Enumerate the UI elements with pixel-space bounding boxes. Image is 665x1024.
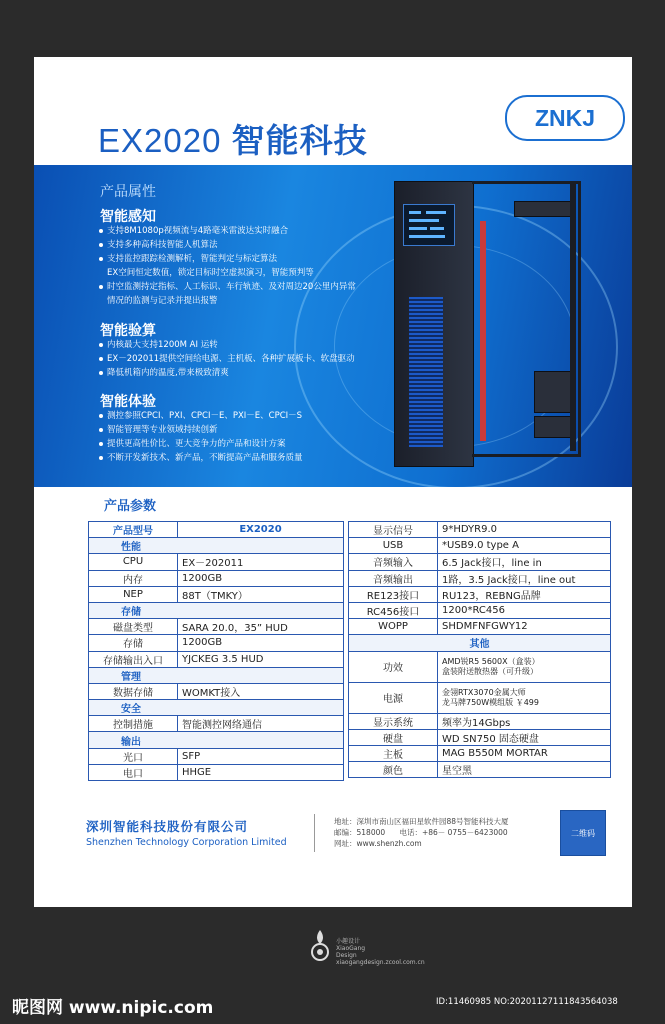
contact-info	[334, 816, 509, 849]
table-row	[349, 713, 611, 729]
list-item: 智能管理等专业领域持续创新	[98, 423, 368, 437]
table-cell: 产品型号	[89, 522, 178, 538]
list-item: 降低机箱内的温度,带来极致清爽	[98, 366, 368, 380]
cell-line: 金翎RTX3070金属大师	[442, 687, 526, 697]
table-row	[349, 522, 611, 538]
table-row	[349, 729, 611, 745]
divider	[314, 814, 315, 852]
table-row	[349, 682, 611, 713]
table-cell: YJCKEG 3.5 HUD	[178, 651, 344, 667]
credit-line: xiaogangdesign.zcool.com.cn	[336, 959, 425, 966]
table-row	[89, 683, 344, 699]
site-watermark: 昵图网 www.nipic.com	[12, 998, 214, 1018]
address: 地址：深圳市南山区福田星软件园88号智能科技大厦	[334, 817, 509, 826]
table-row	[89, 522, 344, 538]
compute-list	[98, 338, 368, 380]
designer-credit	[336, 938, 425, 966]
table-cell: RC456接口	[349, 602, 438, 618]
table-row	[89, 635, 344, 651]
spec-table-left	[88, 521, 344, 781]
table-cell: 星空黑	[438, 762, 611, 778]
case-cable	[480, 221, 486, 441]
cell-line: 龙马牌750W模组版 ￥499	[442, 697, 539, 707]
company-name-en: Shenzhen Technology Corporation Limited	[86, 837, 287, 848]
table-row	[349, 762, 611, 778]
list-item: 支持8M1080p视频流与4路毫米雷波达实时融合	[98, 224, 368, 238]
table-cell: 硬盘	[349, 729, 438, 745]
table-cell: WOMKT接入	[178, 683, 344, 699]
table-cell: RE123接口	[349, 586, 438, 602]
list-item: 支持多种高科技智能人机算法	[98, 238, 368, 252]
table-cell: 数据存储	[89, 683, 178, 699]
table-cell: 显示信号	[349, 522, 438, 538]
feature-banner	[34, 165, 632, 487]
credit-line: 小趣设计	[336, 938, 361, 945]
table-cell: 主板	[349, 745, 438, 761]
table-cell: USB	[349, 538, 438, 554]
table-row	[89, 732, 344, 748]
table-cell	[438, 651, 611, 682]
table-cell: 1200GB	[178, 635, 344, 651]
postcode-phone	[334, 827, 509, 838]
table-cell: 存储	[89, 635, 178, 651]
table-row	[89, 570, 344, 586]
poster-sheet	[34, 57, 632, 907]
table-cell: EX2020	[178, 522, 344, 538]
table-cell: 磁盘类型	[89, 619, 178, 635]
group-header: 性能	[89, 538, 344, 554]
perception-title: 智能感知	[100, 209, 156, 225]
table-cell: 音频输入	[349, 554, 438, 570]
table-cell: 9*HDYR9.0	[438, 522, 611, 538]
postcode: 邮编：518000	[334, 828, 386, 837]
designer-logo-icon	[310, 928, 330, 964]
group-header: 管理	[89, 667, 344, 683]
params-title: 产品参数	[104, 499, 157, 514]
table-row	[89, 586, 344, 602]
group-header: 安全	[89, 700, 344, 716]
table-cell: 智能测控网络通信	[178, 716, 344, 732]
phone: 电话：+86－ 0755－6423000	[399, 828, 508, 837]
table-cell: 功效	[349, 651, 438, 682]
group-header: 输出	[89, 732, 344, 748]
table-cell: RU123，REBNG品牌	[438, 586, 611, 602]
case-rail	[570, 181, 576, 451]
experience-list	[98, 409, 368, 465]
list-item: 支持监控跟踪检测解析，智能判定与标定算法	[98, 252, 368, 266]
case-display	[403, 204, 455, 246]
table-row	[349, 570, 611, 586]
table-cell: HHGE	[178, 764, 344, 780]
table-cell: 1200GB	[178, 570, 344, 586]
table-row	[349, 586, 611, 602]
table-row	[89, 538, 344, 554]
credit-line: XiaoGang	[336, 945, 366, 952]
table-cell: 1路，3.5 Jack接口，line out	[438, 570, 611, 586]
table-row	[89, 554, 344, 570]
computer-case-image	[394, 181, 582, 471]
cell-line: 盒装附送散热器（可升级）	[442, 666, 538, 676]
table-row	[349, 745, 611, 761]
table-cell: 显示系统	[349, 713, 438, 729]
table-cell: 6.5 Jack接口，line in	[438, 554, 611, 570]
case-bay	[514, 201, 571, 217]
table-cell: 颜色	[349, 762, 438, 778]
table-cell: 存储输出入口	[89, 651, 178, 667]
table-cell: 内存	[89, 570, 178, 586]
group-header: 其他	[349, 635, 611, 651]
table-cell: SFP	[178, 748, 344, 764]
table-cell: WOPP	[349, 619, 438, 635]
qr-code: 二维码	[560, 810, 606, 856]
table-row	[89, 651, 344, 667]
table-cell: 1200*RC456	[438, 602, 611, 618]
table-cell: 光口	[89, 748, 178, 764]
list-item: 时空监测持定指标、人工标识、车行轨迹、及对周边20公里内异常	[98, 280, 368, 294]
table-cell	[438, 682, 611, 713]
table-row	[89, 748, 344, 764]
perception-list	[98, 224, 368, 308]
table-cell: MAG B550M MORTAR	[438, 745, 611, 761]
table-cell: CPU	[89, 554, 178, 570]
table-cell: 频率为14Gbps	[438, 713, 611, 729]
table-cell: 88T（TMKY）	[178, 586, 344, 602]
table-cell: EX－202011	[178, 554, 344, 570]
case-front	[394, 181, 474, 467]
experience-title: 智能体验	[100, 394, 156, 410]
table-cell: 电口	[89, 764, 178, 780]
table-cell: SARA 20.0，35” HUD	[178, 619, 344, 635]
table-row	[89, 602, 344, 618]
table-row	[89, 700, 344, 716]
list-item: 提供更高性价比、更大竞争力的产品和设计方案	[98, 437, 368, 451]
table-row	[89, 764, 344, 780]
table-cell: 控制措施	[89, 716, 178, 732]
table-row	[349, 538, 611, 554]
table-cell: NEP	[89, 586, 178, 602]
table-row	[349, 651, 611, 682]
website: 网址：www.shenzh.com	[334, 839, 422, 848]
credit-line: Design	[336, 952, 357, 959]
product-title: EX2020 智能科技	[98, 122, 368, 159]
compute-title: 智能验算	[100, 323, 156, 339]
list-item: EX空间恒定数值，锁定目标时空虚拟演习，智能预判等	[107, 268, 314, 278]
section-label: 产品属性	[100, 184, 156, 200]
table-row	[89, 619, 344, 635]
list-item: 不断开发新技术、新产品，不断提高产品和服务质量	[98, 451, 368, 465]
list-item: EX－202011提供空间给电源、主机板、各种扩展板卡、软盘驱动	[98, 352, 368, 366]
table-row	[349, 554, 611, 570]
group-header: 存储	[89, 602, 344, 618]
spec-table-right	[348, 521, 611, 778]
table-row	[349, 602, 611, 618]
table-cell: 音频输出	[349, 570, 438, 586]
company-name-cn: 深圳智能科技股份有限公司	[86, 819, 249, 834]
brand-logo: ZNKJ	[505, 95, 625, 141]
table-cell: 电源	[349, 682, 438, 713]
table-row	[89, 667, 344, 683]
table-row	[349, 635, 611, 651]
case-vent	[409, 297, 443, 447]
table-cell: SHDMFNFGWY12	[438, 619, 611, 635]
list-item: 情况的监测与记录并提出报警	[107, 296, 218, 306]
image-id: ID:11460985 NO:20201127111843564038	[436, 997, 618, 1007]
cell-line: AMD锐R5 5600X（盒装）	[442, 656, 540, 666]
table-row	[349, 619, 611, 635]
table-cell: *USB9.0 type A	[438, 538, 611, 554]
table-row	[89, 716, 344, 732]
list-item: 内核最大支持1200M AI 运转	[98, 338, 368, 352]
list-item: 测控参照CPCI、PXI、CPCI－E、PXI－E、CPCI－S	[98, 409, 368, 423]
table-cell: WD SN750 固态硬盘	[438, 729, 611, 745]
